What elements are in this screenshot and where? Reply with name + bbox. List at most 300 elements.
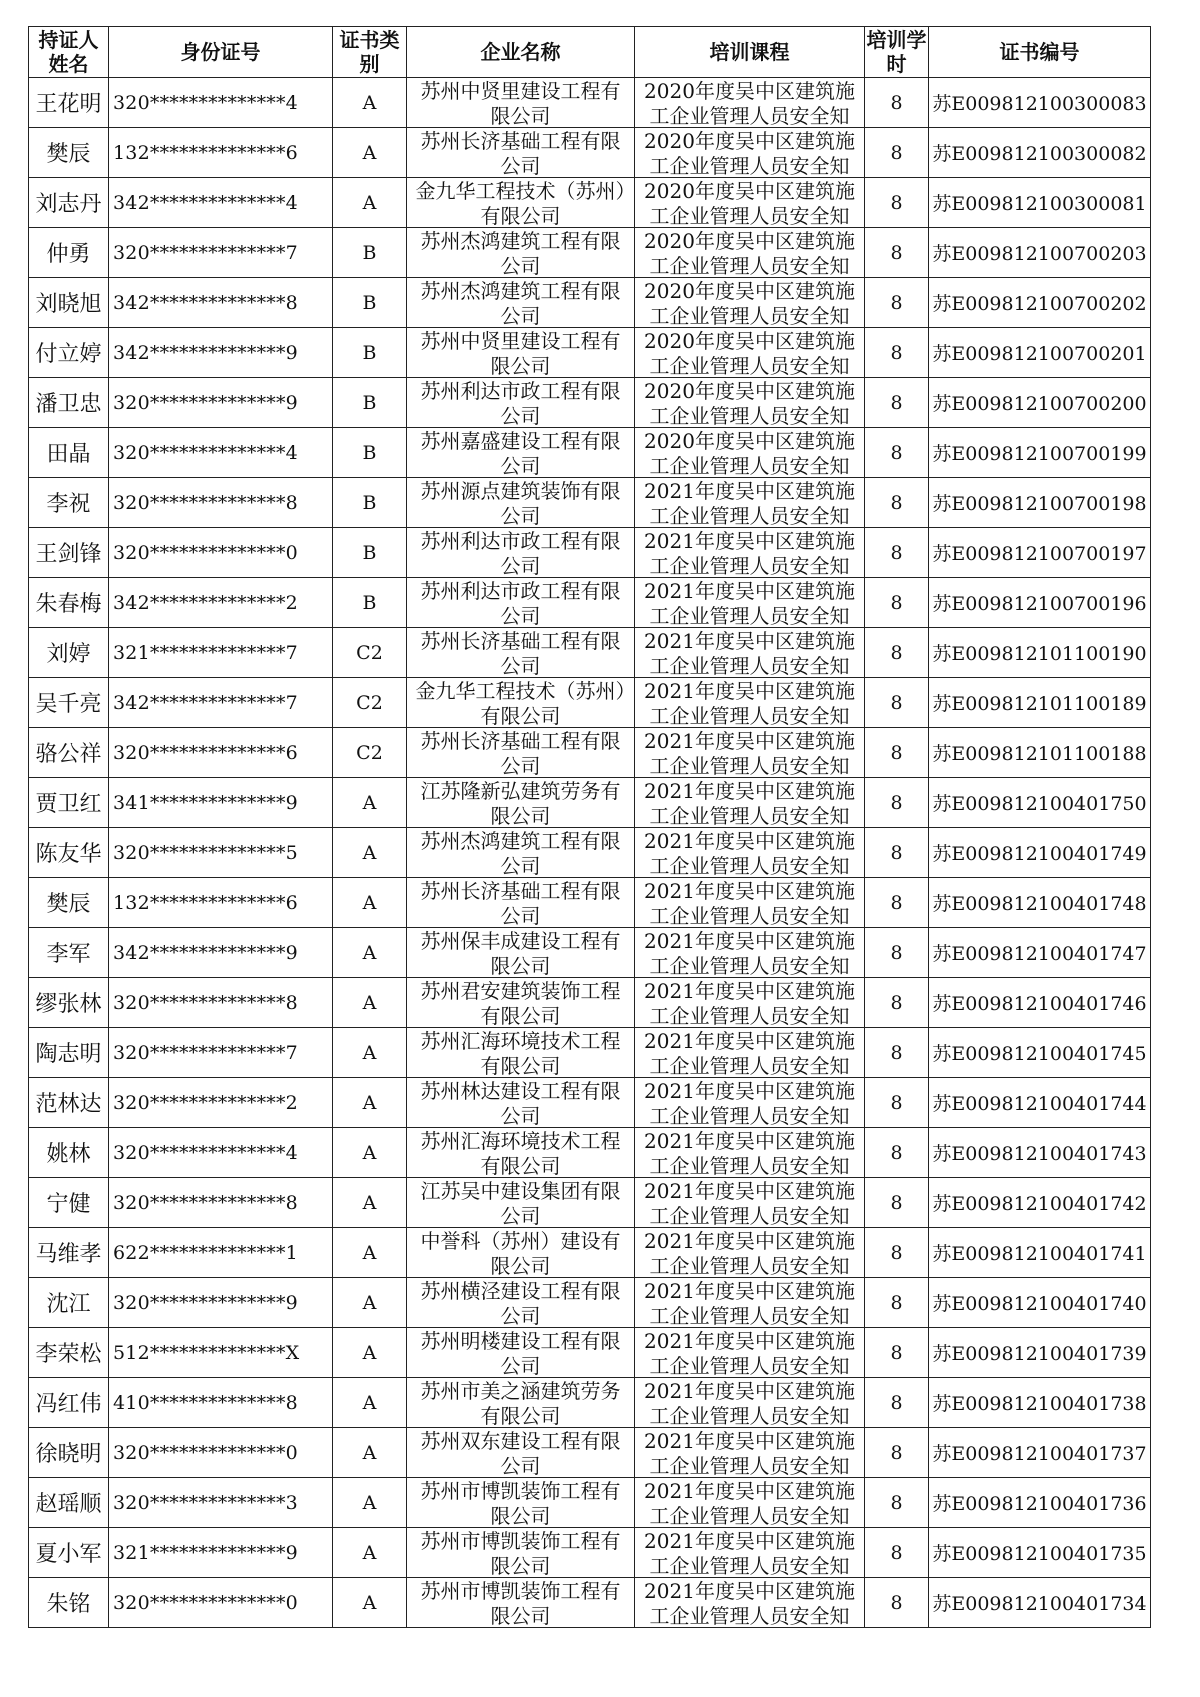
cell-course-text: 2021年度吴中区建筑施工企业管理人员安全知 (644, 1578, 855, 1627)
cell-course-text: 2021年度吴中区建筑施工企业管理人员安全知 (644, 1228, 855, 1277)
cell-course-text: 2021年度吴中区建筑施工企业管理人员安全知 (644, 778, 855, 827)
table-row (29, 1028, 1151, 1078)
cell-course-text: 2020年度吴中区建筑施工企业管理人员安全知 (644, 428, 855, 477)
cell-course (635, 1328, 865, 1378)
cell-course (635, 1578, 865, 1628)
cell-name: 陈友华 (29, 828, 109, 878)
cell-company-text: 苏州杰鸿建筑工程有限公司 (420, 828, 621, 877)
cell-cert-type: A (333, 1128, 407, 1178)
cell-cert-number: 苏E009812100700197 (929, 528, 1151, 578)
cell-cert-number: 苏E009812100401741 (929, 1228, 1151, 1278)
cell-course (635, 428, 865, 478)
cell-cert-type: B (333, 528, 407, 578)
table-row (29, 1328, 1151, 1378)
cell-cert-number: 苏E009812100401736 (929, 1478, 1151, 1528)
cell-company (407, 578, 635, 628)
cell-company-text: 苏州长济基础工程有限公司 (420, 728, 621, 777)
cell-course (635, 178, 865, 228)
cell-cert-type: A (333, 928, 407, 978)
cell-hours: 8 (865, 378, 929, 428)
cell-company-text: 苏州市博凯装饰工程有限公司 (420, 1478, 621, 1527)
cell-company-text: 苏州源点建筑装饰有限公司 (420, 478, 621, 527)
cell-name: 宁健 (29, 1178, 109, 1228)
cell-company-text: 金九华工程技术（苏州）有限公司 (415, 678, 626, 727)
cell-id-number: 320**************7 (109, 1028, 333, 1078)
cell-course (635, 1028, 865, 1078)
cell-company (407, 1428, 635, 1478)
cell-course (635, 828, 865, 878)
cell-name: 刘婷 (29, 628, 109, 678)
cell-company-text: 苏州林达建设工程有限公司 (420, 1078, 621, 1127)
cell-hours: 8 (865, 228, 929, 278)
cell-id-number: 320**************4 (109, 78, 333, 128)
cell-cert-number: 苏E009812100401746 (929, 978, 1151, 1028)
cell-cert-type: C2 (333, 728, 407, 778)
cell-company (407, 678, 635, 728)
cell-id-number: 320**************0 (109, 1428, 333, 1478)
cell-company (407, 1078, 635, 1128)
table-row (29, 828, 1151, 878)
cell-id-number: 320**************5 (109, 828, 333, 878)
cell-company (407, 528, 635, 578)
cell-company (407, 1578, 635, 1628)
cell-hours: 8 (865, 1578, 929, 1628)
cell-cert-number: 苏E009812101100190 (929, 628, 1151, 678)
cell-cert-type: A (333, 128, 407, 178)
cell-id-number: 320**************0 (109, 1578, 333, 1628)
cell-company (407, 1128, 635, 1178)
cell-cert-type: A (333, 778, 407, 828)
cell-hours: 8 (865, 778, 929, 828)
cell-course (635, 378, 865, 428)
table-row (29, 128, 1151, 178)
cell-course-text: 2021年度吴中区建筑施工企业管理人员安全知 (644, 628, 855, 677)
cell-cert-type: A (333, 1028, 407, 1078)
cell-cert-number: 苏E009812100401738 (929, 1378, 1151, 1428)
table-row (29, 1578, 1151, 1628)
cell-cert-type: A (333, 1378, 407, 1428)
cell-hours: 8 (865, 178, 929, 228)
cell-hours: 8 (865, 978, 929, 1028)
cell-course-text: 2020年度吴中区建筑施工企业管理人员安全知 (644, 128, 855, 177)
cell-course (635, 1428, 865, 1478)
cell-cert-number: 苏E009812100401749 (929, 828, 1151, 878)
cell-company (407, 428, 635, 478)
cell-course-text: 2021年度吴中区建筑施工企业管理人员安全知 (644, 1478, 855, 1527)
cell-hours: 8 (865, 478, 929, 528)
cell-company (407, 478, 635, 528)
cell-cert-number: 苏E009812100700202 (929, 278, 1151, 328)
cell-hours: 8 (865, 1178, 929, 1228)
cell-name: 李军 (29, 928, 109, 978)
cell-course-text: 2021年度吴中区建筑施工企业管理人员安全知 (644, 978, 855, 1027)
table-row (29, 1128, 1151, 1178)
cell-company-text: 苏州市美之涵建筑劳务有限公司 (420, 1378, 621, 1427)
cell-company-text: 苏州杰鸿建筑工程有限公司 (420, 278, 621, 327)
cell-cert-number: 苏E009812100700199 (929, 428, 1151, 478)
cell-company (407, 1028, 635, 1078)
cell-course-text: 2021年度吴中区建筑施工企业管理人员安全知 (644, 1078, 855, 1127)
table-row (29, 678, 1151, 728)
cell-company-text: 苏州中贤里建设工程有限公司 (420, 328, 621, 377)
cell-company (407, 228, 635, 278)
cell-course (635, 878, 865, 928)
table-row (29, 1378, 1151, 1428)
cell-id-number: 132**************6 (109, 878, 333, 928)
cell-course-text: 2021年度吴中区建筑施工企业管理人员安全知 (644, 478, 855, 527)
cell-hours: 8 (865, 1378, 929, 1428)
cell-course-text: 2021年度吴中区建筑施工企业管理人员安全知 (644, 578, 855, 627)
cell-name: 朱铭 (29, 1578, 109, 1628)
cell-company-text: 苏州利达市政工程有限公司 (420, 378, 621, 427)
cell-id-number: 342**************9 (109, 928, 333, 978)
cell-hours: 8 (865, 928, 929, 978)
cell-course (635, 278, 865, 328)
cell-name: 付立婷 (29, 328, 109, 378)
cell-id-number: 320**************0 (109, 528, 333, 578)
cell-course-text: 2021年度吴中区建筑施工企业管理人员安全知 (644, 1278, 855, 1327)
cell-course-text: 2021年度吴中区建筑施工企业管理人员安全知 (644, 1378, 855, 1427)
cell-company (407, 778, 635, 828)
cell-course (635, 628, 865, 678)
cell-company-text: 苏州中贤里建设工程有限公司 (420, 78, 621, 127)
table-row (29, 628, 1151, 678)
cell-company (407, 878, 635, 928)
table-row (29, 1078, 1151, 1128)
table-row (29, 1428, 1151, 1478)
cell-course-text: 2021年度吴中区建筑施工企业管理人员安全知 (644, 928, 855, 977)
cell-cert-type: A (333, 1328, 407, 1378)
cell-cert-type: A (333, 1178, 407, 1228)
table-row (29, 878, 1151, 928)
cell-id-number: 320**************8 (109, 478, 333, 528)
table-row (29, 1278, 1151, 1328)
cell-cert-type: C2 (333, 678, 407, 728)
cell-course (635, 328, 865, 378)
cell-course (635, 478, 865, 528)
cell-company (407, 1478, 635, 1528)
cell-cert-type: A (333, 1428, 407, 1478)
cell-id-number: 320**************9 (109, 378, 333, 428)
cell-id-number: 622**************1 (109, 1228, 333, 1278)
cell-name: 仲勇 (29, 228, 109, 278)
cell-course (635, 1378, 865, 1428)
cell-course (635, 1278, 865, 1328)
cell-cert-number: 苏E009812100401743 (929, 1128, 1151, 1178)
cell-cert-number: 苏E009812100401748 (929, 878, 1151, 928)
cell-hours: 8 (865, 128, 929, 178)
cell-cert-type: B (333, 228, 407, 278)
cell-hours: 8 (865, 1428, 929, 1478)
cell-cert-number: 苏E009812100700203 (929, 228, 1151, 278)
cell-cert-type: A (333, 978, 407, 1028)
cell-name: 樊辰 (29, 128, 109, 178)
cell-cert-type: A (333, 1578, 407, 1628)
cell-company-text: 苏州市博凯装饰工程有限公司 (420, 1528, 621, 1577)
cell-course-text: 2021年度吴中区建筑施工企业管理人员安全知 (644, 1028, 855, 1077)
table-row (29, 478, 1151, 528)
cell-company-text: 苏州长济基础工程有限公司 (420, 628, 621, 677)
cell-course (635, 978, 865, 1028)
table-row (29, 528, 1151, 578)
cell-course-text: 2020年度吴中区建筑施工企业管理人员安全知 (644, 378, 855, 427)
cell-company-text: 苏州长济基础工程有限公司 (420, 128, 621, 177)
cell-company-text: 江苏隆新弘建筑劳务有限公司 (420, 778, 621, 827)
cell-name: 李荣松 (29, 1328, 109, 1378)
cell-hours: 8 (865, 828, 929, 878)
cell-cert-number: 苏E009812100401740 (929, 1278, 1151, 1328)
cell-cert-type: A (333, 878, 407, 928)
cell-company-text: 金九华工程技术（苏州）有限公司 (415, 178, 626, 227)
cell-course-text: 2020年度吴中区建筑施工企业管理人员安全知 (644, 328, 855, 377)
cell-cert-type: A (333, 1228, 407, 1278)
cell-id-number: 342**************9 (109, 328, 333, 378)
cell-company (407, 128, 635, 178)
cell-name: 田晶 (29, 428, 109, 478)
cell-name: 缪张林 (29, 978, 109, 1028)
cell-name: 沈江 (29, 1278, 109, 1328)
cell-hours: 8 (865, 678, 929, 728)
cell-course-text: 2021年度吴中区建筑施工企业管理人员安全知 (644, 1128, 855, 1177)
table-row (29, 228, 1151, 278)
cell-cert-number: 苏E009812100401737 (929, 1428, 1151, 1478)
cell-cert-number: 苏E009812100300083 (929, 78, 1151, 128)
cell-id-number: 410**************8 (109, 1378, 333, 1428)
cell-id-number: 320**************8 (109, 978, 333, 1028)
cell-id-number: 342**************2 (109, 578, 333, 628)
cell-company-text: 苏州君安建筑装饰工程有限公司 (420, 978, 621, 1027)
cell-cert-number: 苏E009812100401742 (929, 1178, 1151, 1228)
cell-hours: 8 (865, 878, 929, 928)
cell-name: 赵瑶顺 (29, 1478, 109, 1528)
cell-name: 马维孝 (29, 1228, 109, 1278)
cell-course (635, 1078, 865, 1128)
cell-company (407, 328, 635, 378)
cell-cert-type: C2 (333, 628, 407, 678)
header-hours: 培训学时 (866, 28, 927, 76)
cell-id-number: 321**************9 (109, 1528, 333, 1578)
cell-cert-type: A (333, 1478, 407, 1528)
cell-course-text: 2020年度吴中区建筑施工企业管理人员安全知 (644, 278, 855, 327)
cell-company-text: 苏州利达市政工程有限公司 (420, 578, 621, 627)
cell-company-text: 江苏吴中建设集团有限公司 (420, 1178, 621, 1227)
cell-hours: 8 (865, 728, 929, 778)
cell-company (407, 1278, 635, 1328)
cell-company-text: 苏州嘉盛建设工程有限公司 (420, 428, 621, 477)
cell-company (407, 978, 635, 1028)
header-course: 培训课程 (635, 27, 865, 78)
cell-name: 樊辰 (29, 878, 109, 928)
cell-course-text: 2021年度吴中区建筑施工企业管理人员安全知 (644, 828, 855, 877)
cell-cert-number: 苏E009812100401734 (929, 1578, 1151, 1628)
table-row (29, 428, 1151, 478)
cell-name: 吴千亮 (29, 678, 109, 728)
cell-course (635, 228, 865, 278)
cell-hours: 8 (865, 1278, 929, 1328)
header-row (29, 27, 1151, 78)
cell-id-number: 320**************2 (109, 1078, 333, 1128)
header-id: 身份证号 (109, 27, 333, 78)
cell-hours: 8 (865, 628, 929, 678)
cell-company (407, 1178, 635, 1228)
table-row (29, 978, 1151, 1028)
cell-course-text: 2021年度吴中区建筑施工企业管理人员安全知 (644, 678, 855, 727)
cell-company (407, 928, 635, 978)
cell-id-number: 512**************X (109, 1328, 333, 1378)
cell-cert-number: 苏E009812101100189 (929, 678, 1151, 728)
cell-id-number: 320**************3 (109, 1478, 333, 1528)
cell-name: 朱春梅 (29, 578, 109, 628)
cell-company (407, 628, 635, 678)
cell-cert-number: 苏E009812100401750 (929, 778, 1151, 828)
cell-cert-type: B (333, 328, 407, 378)
cell-cert-number: 苏E009812100401739 (929, 1328, 1151, 1378)
cell-course (635, 1128, 865, 1178)
cell-id-number: 342**************8 (109, 278, 333, 328)
cell-id-number: 320**************7 (109, 228, 333, 278)
cell-hours: 8 (865, 278, 929, 328)
header-type: 证书类别 (333, 27, 407, 78)
cell-course-text: 2021年度吴中区建筑施工企业管理人员安全知 (644, 878, 855, 927)
cell-name: 刘志丹 (29, 178, 109, 228)
cell-company (407, 1378, 635, 1428)
cell-cert-number: 苏E009812100401745 (929, 1028, 1151, 1078)
cell-company (407, 178, 635, 228)
cell-name: 姚林 (29, 1128, 109, 1178)
cell-company (407, 1328, 635, 1378)
cell-name: 冯红伟 (29, 1378, 109, 1428)
cell-course-text: 2021年度吴中区建筑施工企业管理人员安全知 (644, 1428, 855, 1477)
cell-name: 陶志明 (29, 1028, 109, 1078)
cell-cert-type: A (333, 828, 407, 878)
cell-name: 王剑锋 (29, 528, 109, 578)
certificate-table (28, 26, 1151, 1628)
cell-company (407, 378, 635, 428)
cell-company-text: 苏州市博凯装饰工程有限公司 (420, 1578, 621, 1627)
table-row (29, 328, 1151, 378)
cell-id-number: 320**************4 (109, 1128, 333, 1178)
cell-course-text: 2020年度吴中区建筑施工企业管理人员安全知 (644, 178, 855, 227)
cell-name: 骆公祥 (29, 728, 109, 778)
cell-course (635, 928, 865, 978)
cell-course (635, 678, 865, 728)
cell-name: 刘晓旭 (29, 278, 109, 328)
header-cert: 证书编号 (929, 27, 1151, 78)
cell-cert-number: 苏E009812100700196 (929, 578, 1151, 628)
table-row (29, 1178, 1151, 1228)
cell-course (635, 528, 865, 578)
cell-hours: 8 (865, 1128, 929, 1178)
cell-hours: 8 (865, 1478, 929, 1528)
cell-name: 贾卫红 (29, 778, 109, 828)
table-row (29, 1228, 1151, 1278)
cell-cert-type: A (333, 1528, 407, 1578)
header-company: 企业名称 (407, 27, 635, 78)
table-row (29, 1478, 1151, 1528)
cell-name: 潘卫忠 (29, 378, 109, 428)
cell-id-number: 132**************6 (109, 128, 333, 178)
cell-hours: 8 (865, 1528, 929, 1578)
cell-name: 夏小军 (29, 1528, 109, 1578)
table-row (29, 928, 1151, 978)
cell-course (635, 1478, 865, 1528)
cell-id-number: 321**************7 (109, 628, 333, 678)
cell-id-number: 342**************4 (109, 178, 333, 228)
header-name: 持证人姓名 (29, 27, 109, 78)
cell-course (635, 728, 865, 778)
cell-cert-number: 苏E009812100401744 (929, 1078, 1151, 1128)
cell-company-text: 苏州保丰成建设工程有限公司 (420, 928, 621, 977)
cell-company (407, 278, 635, 328)
cell-cert-type: A (333, 1278, 407, 1328)
cell-hours: 8 (865, 328, 929, 378)
cell-course (635, 1528, 865, 1578)
cell-hours: 8 (865, 528, 929, 578)
cell-hours: 8 (865, 1028, 929, 1078)
cell-cert-type: B (333, 428, 407, 478)
cell-course-text: 2021年度吴中区建筑施工企业管理人员安全知 (644, 1328, 855, 1377)
cell-company-text: 苏州双东建设工程有限公司 (420, 1428, 621, 1477)
cell-id-number: 342**************7 (109, 678, 333, 728)
cell-cert-number: 苏E009812100300082 (929, 128, 1151, 178)
cell-cert-number: 苏E009812100401747 (929, 928, 1151, 978)
cell-company (407, 728, 635, 778)
table-header (29, 27, 1151, 78)
cell-company-text: 苏州汇海环境技术工程有限公司 (420, 1128, 621, 1177)
cell-course (635, 128, 865, 178)
cell-id-number: 341**************9 (109, 778, 333, 828)
table-body (29, 78, 1151, 1628)
cell-cert-number: 苏E009812100700198 (929, 478, 1151, 528)
cell-course-text: 2020年度吴中区建筑施工企业管理人员安全知 (644, 78, 855, 127)
table-row (29, 1528, 1151, 1578)
table-row (29, 728, 1151, 778)
cell-company (407, 1228, 635, 1278)
cell-course-text: 2021年度吴中区建筑施工企业管理人员安全知 (644, 728, 855, 777)
cell-id-number: 320**************4 (109, 428, 333, 478)
cell-id-number: 320**************9 (109, 1278, 333, 1328)
cell-course (635, 778, 865, 828)
cell-company (407, 78, 635, 128)
cell-cert-type: A (333, 178, 407, 228)
table-row (29, 778, 1151, 828)
table-row (29, 78, 1151, 128)
cell-id-number: 320**************8 (109, 1178, 333, 1228)
cell-company-text: 苏州明楼建设工程有限公司 (420, 1328, 621, 1377)
cell-company-text: 苏州横泾建设工程有限公司 (420, 1278, 621, 1327)
cell-cert-type: B (333, 578, 407, 628)
cell-name: 王花明 (29, 78, 109, 128)
cell-cert-type: B (333, 478, 407, 528)
cell-hours: 8 (865, 1078, 929, 1128)
cell-company (407, 828, 635, 878)
cell-company-text: 苏州汇海环境技术工程有限公司 (420, 1028, 621, 1077)
cell-hours: 8 (865, 1328, 929, 1378)
cell-name: 徐晓明 (29, 1428, 109, 1478)
cell-course (635, 1178, 865, 1228)
cell-cert-number: 苏E009812101100188 (929, 728, 1151, 778)
cell-course-text: 2020年度吴中区建筑施工企业管理人员安全知 (644, 228, 855, 277)
table-row (29, 178, 1151, 228)
table-row (29, 578, 1151, 628)
table-row (29, 378, 1151, 428)
cell-hours: 8 (865, 428, 929, 478)
cell-hours: 8 (865, 578, 929, 628)
cell-cert-type: A (333, 1078, 407, 1128)
cell-company (407, 1528, 635, 1578)
cell-company-text: 中誉科（苏州）建设有限公司 (420, 1228, 621, 1277)
table-row (29, 278, 1151, 328)
